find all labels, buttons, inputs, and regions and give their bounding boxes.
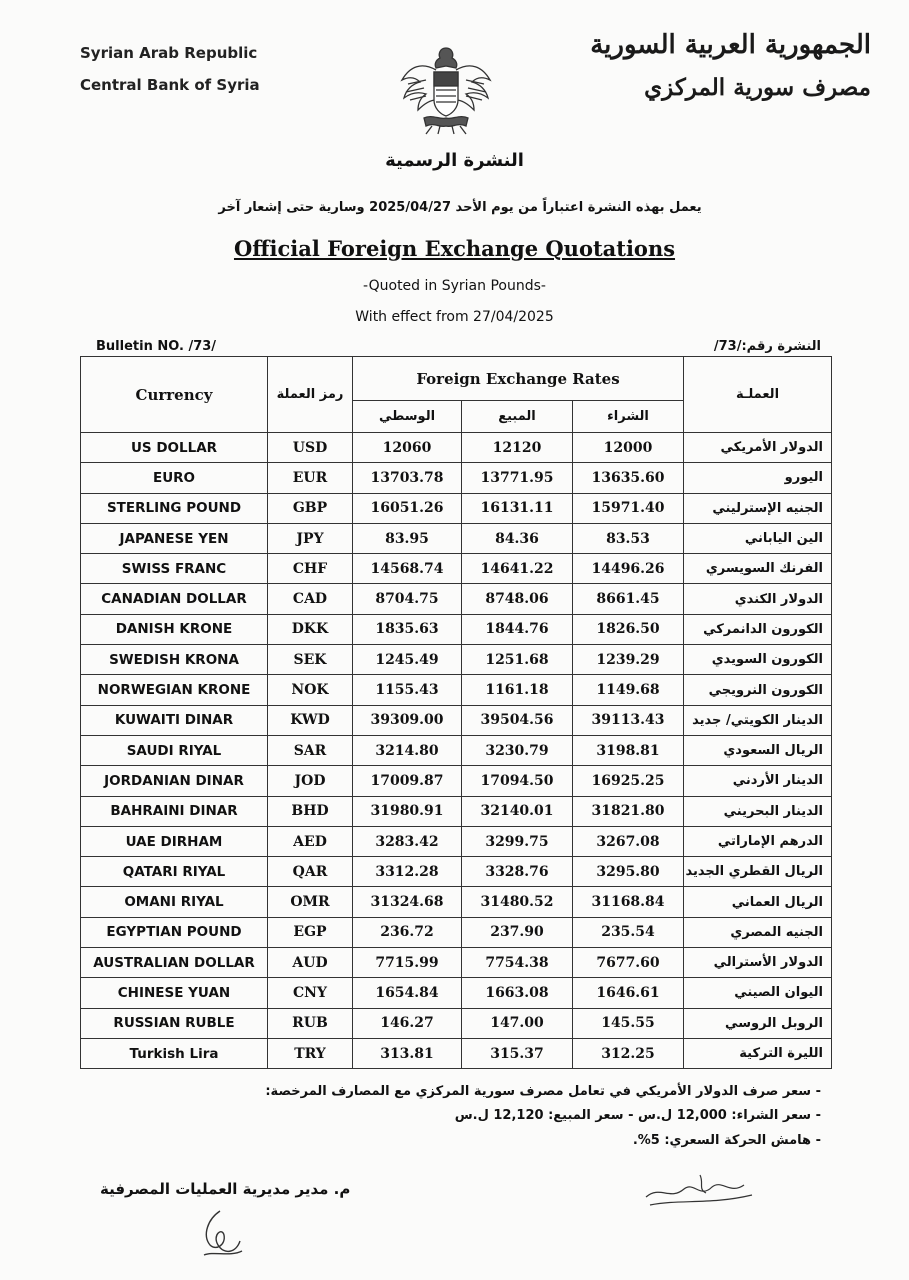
rate-buy: 15971.40 (573, 493, 684, 523)
rate-mid: 313.81 (353, 1038, 462, 1068)
republic-name-en: Syrian Arab Republic (80, 44, 258, 62)
rate-sell: 1663.08 (462, 978, 573, 1008)
currency-name-en: BAHRAINI DINAR (81, 796, 268, 826)
currency-name-ar: الدرهم الإماراتي (684, 826, 832, 856)
rate-buy: 8661.45 (573, 584, 684, 614)
currency-name-en: OMANI RIYAL (81, 887, 268, 917)
bank-name-ar: مصرف سورية المركزي (644, 74, 871, 101)
table-row (81, 796, 832, 826)
rate-mid: 236.72 (353, 917, 462, 947)
rate-mid: 83.95 (353, 523, 462, 553)
currency-name-ar: الدولار الكندي (684, 584, 832, 614)
currency-name-en: STERLING POUND (81, 493, 268, 523)
rate-sell: 39504.56 (462, 705, 573, 735)
rate-buy: 39113.43 (573, 705, 684, 735)
bulletin-title-ar: النشرة الرسمية (385, 150, 524, 171)
rate-mid: 146.27 (353, 1008, 462, 1038)
currency-name-ar: الريال السعودي (684, 735, 832, 765)
currency-code: TRY (268, 1038, 353, 1068)
rate-buy: 1239.29 (573, 645, 684, 675)
currency-name-ar: الدينار الأردني (684, 766, 832, 796)
header-sell-ar: المبيع (462, 401, 573, 433)
effect-note-ar: يعمل بهذه النشرة اعتباراً من يوم الأحد 2025/04/27 وسارية حتى إشعار آخر (218, 200, 702, 215)
currency-code: KWD (268, 705, 353, 735)
rate-mid: 14568.74 (353, 554, 462, 584)
rate-sell: 315.37 (462, 1038, 573, 1068)
signatory-title-ar: م. مدير مديرية العمليات المصرفية (100, 1180, 351, 1198)
rate-mid: 1245.49 (353, 645, 462, 675)
republic-name-ar: الجمهورية العربية السورية (590, 30, 871, 60)
table-row (81, 766, 832, 796)
rate-sell: 1161.18 (462, 675, 573, 705)
rate-buy: 312.25 (573, 1038, 684, 1068)
currency-name-en: AUSTRALIAN DOLLAR (81, 948, 268, 978)
rate-mid: 1835.63 (353, 614, 462, 644)
currency-name-en: CHINESE YUAN (81, 978, 268, 1008)
rate-buy: 16925.25 (573, 766, 684, 796)
rate-mid: 7715.99 (353, 948, 462, 978)
currency-code: GBP (268, 493, 353, 523)
currency-code: NOK (268, 675, 353, 705)
currency-name-ar: الروبل الروسي (684, 1008, 832, 1038)
eagle-emblem-icon (396, 40, 496, 138)
rate-sell: 7754.38 (462, 948, 573, 978)
rate-buy: 31821.80 (573, 796, 684, 826)
rate-sell: 1251.68 (462, 645, 573, 675)
currency-name-ar: الريال العماني (684, 887, 832, 917)
note-margin: - هامش الحركة السعري: 5%. (632, 1133, 821, 1148)
header-code-ar: رمز العملة (268, 357, 353, 433)
currency-name-en: Turkish Lira (81, 1038, 268, 1068)
rate-buy: 83.53 (573, 523, 684, 553)
table-row (81, 675, 832, 705)
rate-buy: 31168.84 (573, 887, 684, 917)
currency-name-ar: الكورون الدانمركي (684, 614, 832, 644)
rate-buy: 7677.60 (573, 948, 684, 978)
currency-name-en: NORWEGIAN KRONE (81, 675, 268, 705)
rate-mid: 3312.28 (353, 857, 462, 887)
bank-name-en: Central Bank of Syria (80, 76, 260, 94)
rate-buy: 1149.68 (573, 675, 684, 705)
rate-mid: 3214.80 (353, 735, 462, 765)
table-row (81, 705, 832, 735)
header-currency: Currency (81, 357, 268, 433)
currency-name-ar: الجنيه الإسترليني (684, 493, 832, 523)
rate-mid: 17009.87 (353, 766, 462, 796)
currency-code: SEK (268, 645, 353, 675)
rate-sell: 3328.76 (462, 857, 573, 887)
table-row (81, 614, 832, 644)
rate-buy: 3198.81 (573, 735, 684, 765)
currency-code: DKK (268, 614, 353, 644)
note-usd-rate: - سعر صرف الدولار الأمريكي في تعامل مصرف سورية المركزي مع المصارف المرخصة: (265, 1084, 821, 1099)
currency-name-en: DANISH KRONE (81, 614, 268, 644)
table-row (81, 978, 832, 1008)
rate-buy: 1826.50 (573, 614, 684, 644)
rate-sell: 31480.52 (462, 887, 573, 917)
subtitle-effective-date: With effect from 27/04/2025 (355, 309, 554, 325)
header-mid-ar: الوسطي (353, 401, 462, 433)
currency-name-ar: الكورون السويدي (684, 645, 832, 675)
currency-name-ar: الكورون النرويجي (684, 675, 832, 705)
currency-name-en: RUSSIAN RUBLE (81, 1008, 268, 1038)
currency-name-ar: الليرة التركية (684, 1038, 832, 1068)
table-row (81, 433, 832, 463)
handwritten-initials-icon (640, 1165, 760, 1219)
currency-code: AED (268, 826, 353, 856)
currency-name-ar: الدولار الأسترالي (684, 948, 832, 978)
table-row (81, 523, 832, 553)
rate-sell: 3230.79 (462, 735, 573, 765)
header-currency-ar: العملـة (684, 357, 832, 433)
table-row (81, 735, 832, 765)
table-row (81, 857, 832, 887)
currency-name-ar: الريال القطري الجديد (684, 857, 832, 887)
rate-sell: 17094.50 (462, 766, 573, 796)
currency-code: CHF (268, 554, 353, 584)
currency-name-ar: الين الياباني (684, 523, 832, 553)
rate-buy: 235.54 (573, 917, 684, 947)
table-row (81, 917, 832, 947)
rate-mid: 39309.00 (353, 705, 462, 735)
rate-mid: 1155.43 (353, 675, 462, 705)
rate-mid: 1654.84 (353, 978, 462, 1008)
currency-name-ar: اليورو (684, 463, 832, 493)
header-buy-ar: الشراء (573, 401, 684, 433)
table-row (81, 463, 832, 493)
rate-mid: 3283.42 (353, 826, 462, 856)
currency-code: RUB (268, 1008, 353, 1038)
handwritten-signature-icon (190, 1205, 250, 1269)
rate-mid: 13703.78 (353, 463, 462, 493)
currency-name-en: SAUDI RIYAL (81, 735, 268, 765)
table-row (81, 493, 832, 523)
currency-name-en: SWEDISH KRONA (81, 645, 268, 675)
rate-sell: 16131.11 (462, 493, 573, 523)
currency-name-en: EURO (81, 463, 268, 493)
currency-code: EUR (268, 463, 353, 493)
rate-sell: 1844.76 (462, 614, 573, 644)
currency-name-ar: الجنيه المصري (684, 917, 832, 947)
page-title: Official Foreign Exchange Quotations (233, 236, 676, 261)
subtitle-currency: -Quoted in Syrian Pounds- (363, 278, 546, 294)
currency-code: AUD (268, 948, 353, 978)
currency-code: USD (268, 433, 353, 463)
currency-name-en: CANADIAN DOLLAR (81, 584, 268, 614)
rate-buy: 3295.80 (573, 857, 684, 887)
rate-mid: 31324.68 (353, 887, 462, 917)
currency-code: CAD (268, 584, 353, 614)
rate-sell: 147.00 (462, 1008, 573, 1038)
rate-buy: 14496.26 (573, 554, 684, 584)
currency-name-ar: الفرنك السويسري (684, 554, 832, 584)
table-row (81, 645, 832, 675)
bulletin-number-ar: النشرة رقم:/73/ (713, 339, 821, 354)
rate-mid: 8704.75 (353, 584, 462, 614)
currency-code: EGP (268, 917, 353, 947)
currency-name-en: US DOLLAR (81, 433, 268, 463)
table-row (81, 826, 832, 856)
currency-name-en: JORDANIAN DINAR (81, 766, 268, 796)
currency-name-ar: اليوان الصيني (684, 978, 832, 1008)
currency-name-ar: الدينار الكويتي/ جديد (684, 705, 832, 735)
currency-code: BHD (268, 796, 353, 826)
table-row (81, 554, 832, 584)
currency-name-en: JAPANESE YEN (81, 523, 268, 553)
rate-sell: 8748.06 (462, 584, 573, 614)
currency-code: QAR (268, 857, 353, 887)
rate-mid: 16051.26 (353, 493, 462, 523)
rate-buy: 12000 (573, 433, 684, 463)
rate-sell: 32140.01 (462, 796, 573, 826)
currency-name-ar: الدولار الأمريكي (684, 433, 832, 463)
currency-code: SAR (268, 735, 353, 765)
rate-buy: 3267.08 (573, 826, 684, 856)
currency-code: JPY (268, 523, 353, 553)
rate-sell: 14641.22 (462, 554, 573, 584)
rate-sell: 3299.75 (462, 826, 573, 856)
currency-name-en: KUWAITI DINAR (81, 705, 268, 735)
table-row (81, 1008, 832, 1038)
rate-sell: 237.90 (462, 917, 573, 947)
bulletin-number-en: Bulletin NO. /73/ (96, 339, 217, 354)
rate-sell: 84.36 (462, 523, 573, 553)
currency-code: CNY (268, 978, 353, 1008)
rate-buy: 13635.60 (573, 463, 684, 493)
table-row (81, 584, 832, 614)
rate-sell: 13771.95 (462, 463, 573, 493)
rate-sell: 12120 (462, 433, 573, 463)
currency-name-en: SWISS FRANC (81, 554, 268, 584)
rate-mid: 12060 (353, 433, 462, 463)
currency-code: JOD (268, 766, 353, 796)
table-row (81, 887, 832, 917)
currency-name-en: QATARI RIYAL (81, 857, 268, 887)
note-buy-sell: - سعر الشراء: 12,000 ل.س - سعر المبيع: 12,120 ل.س (454, 1108, 821, 1123)
currency-name-ar: الدينار البحريني (684, 796, 832, 826)
currency-code: OMR (268, 887, 353, 917)
currency-name-en: EGYPTIAN POUND (81, 917, 268, 947)
rate-buy: 1646.61 (573, 978, 684, 1008)
table-row (81, 1038, 832, 1068)
rate-buy: 145.55 (573, 1008, 684, 1038)
exchange-rates-table (80, 356, 832, 1069)
currency-name-en: UAE DIRHAM (81, 826, 268, 856)
rates-body (81, 433, 832, 1069)
table-row (81, 948, 832, 978)
header-rates: Foreign Exchange Rates (353, 357, 684, 401)
rate-mid: 31980.91 (353, 796, 462, 826)
